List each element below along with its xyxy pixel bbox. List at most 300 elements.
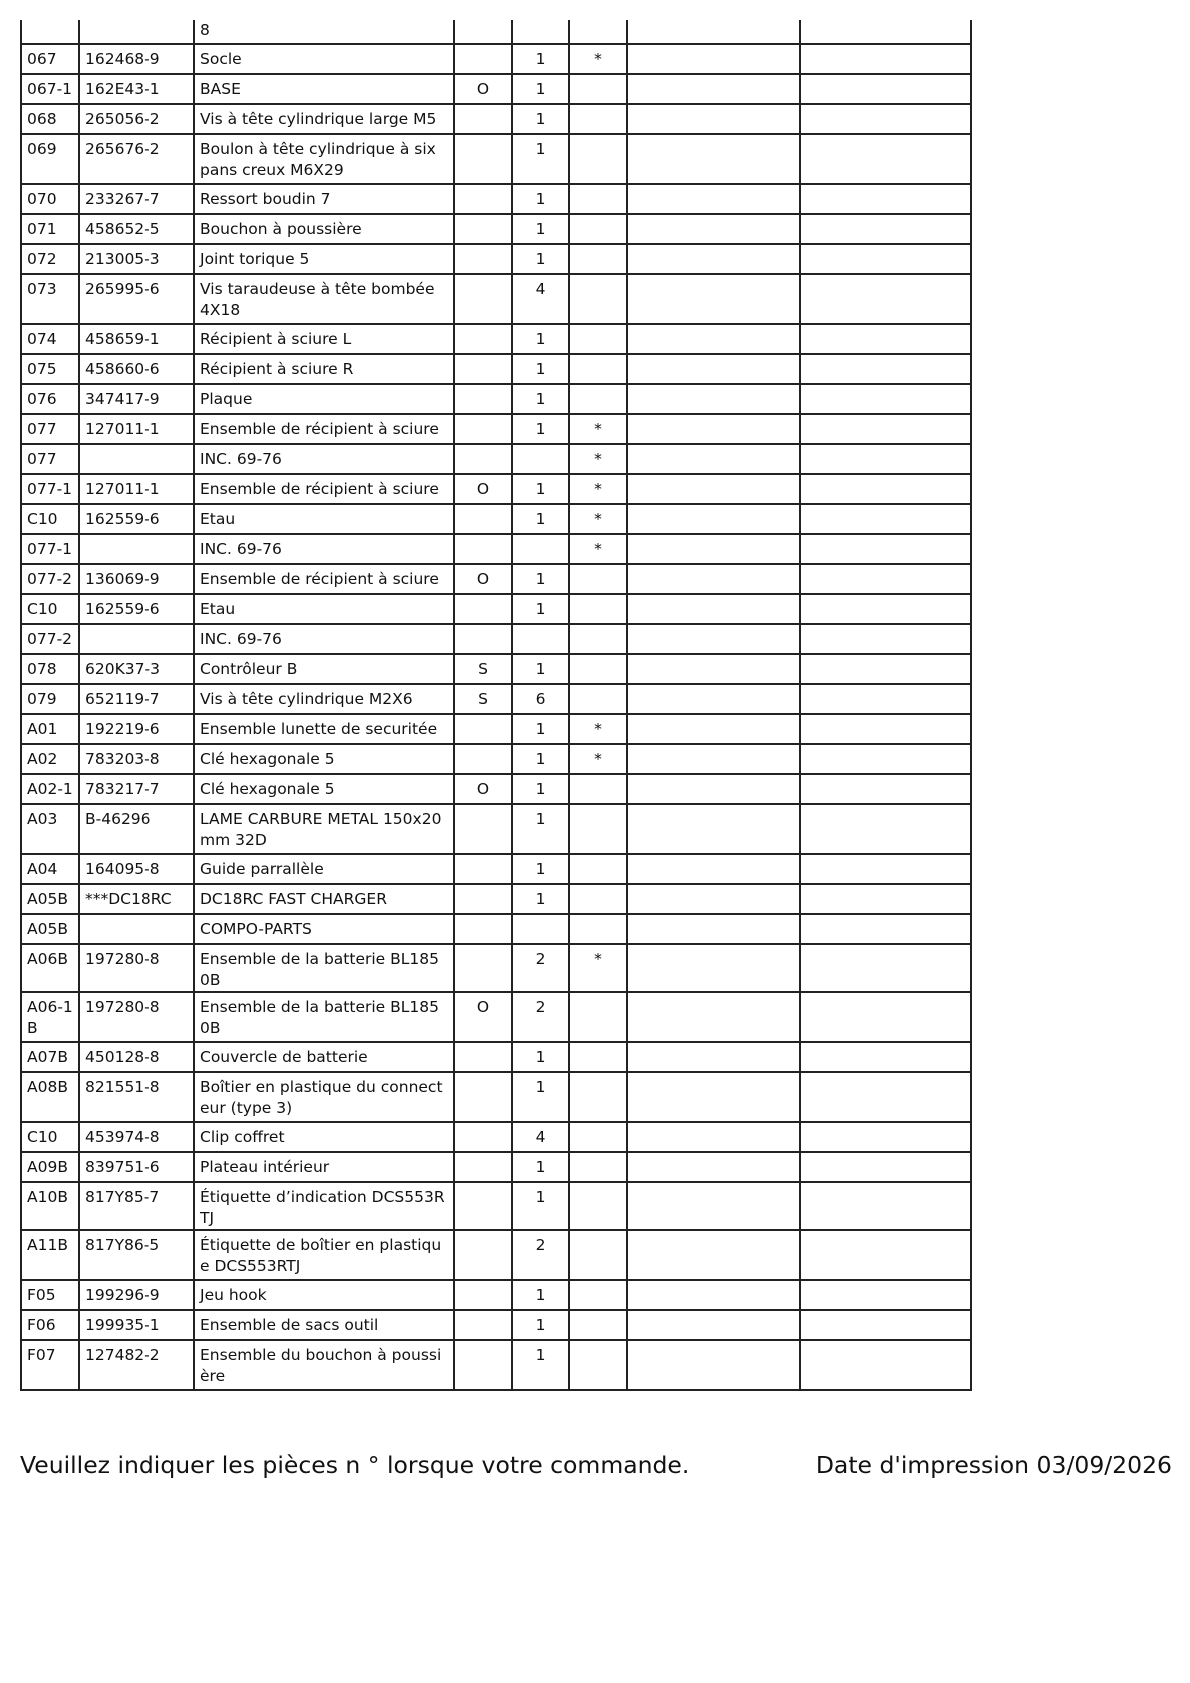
part-number-cell: 620K37-3 <box>79 654 194 684</box>
quantity-cell: 1 <box>512 134 569 184</box>
part-number-cell: 127011-1 <box>79 414 194 444</box>
code-cell <box>454 944 512 992</box>
quantity-cell: 1 <box>512 1310 569 1340</box>
part-number-index-cell: 072 <box>21 244 79 274</box>
blank-cell <box>800 1310 971 1340</box>
code-cell <box>454 1072 512 1122</box>
part-number-index-cell: A03 <box>21 804 79 854</box>
blank-cell <box>627 104 800 134</box>
part-number-index-cell: 071 <box>21 214 79 244</box>
blank-cell <box>800 992 971 1042</box>
blank-cell <box>627 214 800 244</box>
blank-cell <box>627 1230 800 1280</box>
part-number-cell: 162468-9 <box>79 44 194 74</box>
description-cell: INC. 69-76 <box>194 444 454 474</box>
quantity-cell: 1 <box>512 354 569 384</box>
marker-cell <box>569 384 627 414</box>
description-cell: Ressort boudin 7 <box>194 184 454 214</box>
marker-cell <box>569 1122 627 1152</box>
marker-cell <box>569 564 627 594</box>
blank-cell <box>627 992 800 1042</box>
part-number-cell: B-46296 <box>79 804 194 854</box>
blank-cell <box>800 594 971 624</box>
code-cell: S <box>454 684 512 714</box>
part-number-index-cell: A02 <box>21 744 79 774</box>
code-cell <box>454 1310 512 1340</box>
blank-cell <box>800 944 971 992</box>
part-number-index-cell: A08B <box>21 1072 79 1122</box>
marker-cell <box>569 20 627 44</box>
code-cell <box>454 214 512 244</box>
table-row <box>21 944 971 992</box>
blank-cell <box>800 624 971 654</box>
marker-cell: * <box>569 714 627 744</box>
table-row <box>21 274 971 324</box>
marker-cell <box>569 1280 627 1310</box>
quantity-cell: 1 <box>512 74 569 104</box>
code-cell <box>454 20 512 44</box>
code-cell: O <box>454 74 512 104</box>
marker-cell <box>569 854 627 884</box>
code-cell <box>454 714 512 744</box>
quantity-cell: 4 <box>512 1122 569 1152</box>
part-number-cell: 127011-1 <box>79 474 194 504</box>
blank-cell <box>800 1152 971 1182</box>
blank-cell <box>627 20 800 44</box>
blank-cell <box>800 534 971 564</box>
blank-cell <box>800 474 971 504</box>
quantity-cell: 1 <box>512 384 569 414</box>
blank-cell <box>800 744 971 774</box>
marker-cell: * <box>569 444 627 474</box>
marker-cell <box>569 1072 627 1122</box>
part-number-cell: 450128-8 <box>79 1042 194 1072</box>
code-cell <box>454 1230 512 1280</box>
blank-cell <box>800 714 971 744</box>
table-row <box>21 1152 971 1182</box>
part-number-index-cell: 067-1 <box>21 74 79 104</box>
description-cell: Socle <box>194 44 454 74</box>
quantity-cell: 1 <box>512 1182 569 1230</box>
part-number-index-cell: F06 <box>21 1310 79 1340</box>
code-cell <box>454 354 512 384</box>
code-cell <box>454 324 512 354</box>
table-row <box>21 684 971 714</box>
quantity-cell: 1 <box>512 594 569 624</box>
print-date: Date d'impression 03/09/2026 <box>815 1451 1172 1479</box>
part-number-index-cell: C10 <box>21 594 79 624</box>
code-cell <box>454 594 512 624</box>
description-cell: Jeu hook <box>194 1280 454 1310</box>
blank-cell <box>800 884 971 914</box>
table-row <box>21 20 971 44</box>
table-row <box>21 854 971 884</box>
description-cell: Ensemble de la batterie BL1850B <box>194 992 454 1042</box>
code-cell: O <box>454 564 512 594</box>
part-number-cell: 162559-6 <box>79 504 194 534</box>
blank-cell <box>800 104 971 134</box>
description-cell: COMPO-PARTS <box>194 914 454 944</box>
table-row <box>21 184 971 214</box>
description-cell: Etau <box>194 594 454 624</box>
blank-cell <box>627 1340 800 1390</box>
part-number-cell <box>79 534 194 564</box>
blank-cell <box>627 564 800 594</box>
part-number-cell: 213005-3 <box>79 244 194 274</box>
parts-table <box>20 20 972 1391</box>
blank-cell <box>800 20 971 44</box>
quantity-cell: 1 <box>512 1042 569 1072</box>
part-number-cell: 458660-6 <box>79 354 194 384</box>
part-number-cell <box>79 444 194 474</box>
description-cell: Ensemble de récipient à sciure <box>194 474 454 504</box>
code-cell: O <box>454 774 512 804</box>
description-cell: Boulon à tête cylindrique à six pans creux M6X29 <box>194 134 454 184</box>
part-number-cell: 839751-6 <box>79 1152 194 1182</box>
blank-cell <box>627 384 800 414</box>
description-cell: Guide parrallèle <box>194 854 454 884</box>
blank-cell <box>800 274 971 324</box>
part-number-cell: 347417-9 <box>79 384 194 414</box>
description-cell: Plateau intérieur <box>194 1152 454 1182</box>
part-number-cell: 197280-8 <box>79 992 194 1042</box>
part-number-cell: 164095-8 <box>79 854 194 884</box>
description-cell: Étiquette de boîtier en plastique DCS553RTJ <box>194 1230 454 1280</box>
part-number-cell: 199935-1 <box>79 1310 194 1340</box>
blank-cell <box>627 534 800 564</box>
part-number-index-cell: 075 <box>21 354 79 384</box>
part-number-index-cell: 077 <box>21 414 79 444</box>
code-cell <box>454 854 512 884</box>
blank-cell <box>627 274 800 324</box>
table-row <box>21 564 971 594</box>
part-number-cell: 652119-7 <box>79 684 194 714</box>
blank-cell <box>800 74 971 104</box>
table-row <box>21 774 971 804</box>
description-cell: INC. 69-76 <box>194 624 454 654</box>
quantity-cell: 1 <box>512 1340 569 1390</box>
blank-cell <box>800 1042 971 1072</box>
blank-cell <box>800 1122 971 1152</box>
blank-cell <box>627 714 800 744</box>
quantity-cell: 1 <box>512 1072 569 1122</box>
blank-cell <box>800 654 971 684</box>
marker-cell <box>569 914 627 944</box>
description-cell: Vis à tête cylindrique large M5 <box>194 104 454 134</box>
part-number-cell: 136069-9 <box>79 564 194 594</box>
blank-cell <box>627 184 800 214</box>
part-number-index-cell: 070 <box>21 184 79 214</box>
marker-cell <box>569 324 627 354</box>
blank-cell <box>800 354 971 384</box>
part-number-cell: 783217-7 <box>79 774 194 804</box>
blank-cell <box>800 134 971 184</box>
table-row <box>21 134 971 184</box>
description-cell: Etau <box>194 504 454 534</box>
table-row <box>21 744 971 774</box>
blank-cell <box>627 914 800 944</box>
quantity-cell: 2 <box>512 944 569 992</box>
blank-cell <box>627 244 800 274</box>
part-number-index-cell: A06B <box>21 944 79 992</box>
part-number-index-cell: 067 <box>21 44 79 74</box>
blank-cell <box>800 214 971 244</box>
blank-cell <box>800 324 971 354</box>
part-number-index-cell: A04 <box>21 854 79 884</box>
description-cell: Bouchon à poussière <box>194 214 454 244</box>
part-number-cell: 817Y85-7 <box>79 1182 194 1230</box>
part-number-index-cell: C10 <box>21 1122 79 1152</box>
description-cell: BASE <box>194 74 454 104</box>
quantity-cell: 6 <box>512 684 569 714</box>
order-note: Veuillez indiquer les pièces n ° lorsque votre commande. <box>20 1451 690 1479</box>
blank-cell <box>627 1310 800 1340</box>
table-row <box>21 624 971 654</box>
quantity-cell: 1 <box>512 564 569 594</box>
part-number-index-cell: 079 <box>21 684 79 714</box>
table-row <box>21 594 971 624</box>
code-cell <box>454 1042 512 1072</box>
code-cell <box>454 134 512 184</box>
description-cell: Ensemble de récipient à sciure <box>194 414 454 444</box>
marker-cell <box>569 774 627 804</box>
part-number-index-cell: A06-1B <box>21 992 79 1042</box>
blank-cell <box>800 1230 971 1280</box>
code-cell <box>454 1152 512 1182</box>
part-number-cell: 127482-2 <box>79 1340 194 1390</box>
part-number-cell <box>79 20 194 44</box>
part-number-index-cell: A11B <box>21 1230 79 1280</box>
table-row <box>21 1042 971 1072</box>
quantity-cell <box>512 444 569 474</box>
code-cell <box>454 1182 512 1230</box>
blank-cell <box>627 444 800 474</box>
marker-cell <box>569 594 627 624</box>
table-row <box>21 474 971 504</box>
marker-cell: * <box>569 944 627 992</box>
part-number-index-cell: 077-1 <box>21 534 79 564</box>
code-cell <box>454 414 512 444</box>
code-cell <box>454 534 512 564</box>
quantity-cell: 1 <box>512 804 569 854</box>
part-number-index-cell: 069 <box>21 134 79 184</box>
quantity-cell <box>512 624 569 654</box>
table-row <box>21 1310 971 1340</box>
description-cell: Contrôleur B <box>194 654 454 684</box>
blank-cell <box>627 884 800 914</box>
description-cell: Ensemble du bouchon à poussière <box>194 1340 454 1390</box>
blank-cell <box>800 1340 971 1390</box>
code-cell <box>454 624 512 654</box>
part-number-cell: 783203-8 <box>79 744 194 774</box>
blank-cell <box>800 854 971 884</box>
table-row <box>21 244 971 274</box>
blank-cell <box>627 744 800 774</box>
quantity-cell: 1 <box>512 324 569 354</box>
part-number-cell: 453974-8 <box>79 1122 194 1152</box>
blank-cell <box>800 184 971 214</box>
blank-cell <box>800 564 971 594</box>
marker-cell <box>569 354 627 384</box>
part-number-index-cell: 076 <box>21 384 79 414</box>
part-number-index-cell: 078 <box>21 654 79 684</box>
code-cell <box>454 444 512 474</box>
part-number-index-cell: A01 <box>21 714 79 744</box>
blank-cell <box>627 804 800 854</box>
marker-cell <box>569 1182 627 1230</box>
marker-cell <box>569 684 627 714</box>
description-cell: Récipient à sciure L <box>194 324 454 354</box>
quantity-cell: 4 <box>512 274 569 324</box>
marker-cell <box>569 654 627 684</box>
code-cell <box>454 184 512 214</box>
blank-cell <box>800 1072 971 1122</box>
description-cell: Ensemble de la batterie BL1850B <box>194 944 454 992</box>
blank-cell <box>627 684 800 714</box>
description-cell: Ensemble lunette de securitée <box>194 714 454 744</box>
blank-cell <box>627 74 800 104</box>
description-cell: Clé hexagonale 5 <box>194 774 454 804</box>
part-number-cell <box>79 914 194 944</box>
quantity-cell: 1 <box>512 474 569 504</box>
part-number-index-cell: 068 <box>21 104 79 134</box>
part-number-cell: 821551-8 <box>79 1072 194 1122</box>
marker-cell <box>569 624 627 654</box>
blank-cell <box>627 854 800 884</box>
code-cell <box>454 804 512 854</box>
quantity-cell: 1 <box>512 744 569 774</box>
blank-cell <box>627 1152 800 1182</box>
marker-cell <box>569 1340 627 1390</box>
parts-table-body <box>21 20 971 1390</box>
quantity-cell: 1 <box>512 774 569 804</box>
description-cell: Étiquette d’indication DCS553RTJ <box>194 1182 454 1230</box>
description-cell: Ensemble de récipient à sciure <box>194 564 454 594</box>
code-cell: S <box>454 654 512 684</box>
quantity-cell <box>512 534 569 564</box>
blank-cell <box>627 504 800 534</box>
table-row <box>21 1230 971 1280</box>
description-cell: Clé hexagonale 5 <box>194 744 454 774</box>
part-number-cell: 265676-2 <box>79 134 194 184</box>
blank-cell <box>627 774 800 804</box>
table-row <box>21 534 971 564</box>
part-number-cell: 458659-1 <box>79 324 194 354</box>
table-row <box>21 914 971 944</box>
part-number-index-cell: F07 <box>21 1340 79 1390</box>
quantity-cell: 1 <box>512 104 569 134</box>
part-number-index-cell: 077-2 <box>21 624 79 654</box>
marker-cell: * <box>569 44 627 74</box>
table-row <box>21 1340 971 1390</box>
description-cell: Récipient à sciure R <box>194 354 454 384</box>
table-row <box>21 654 971 684</box>
marker-cell <box>569 214 627 244</box>
blank-cell <box>800 774 971 804</box>
part-number-cell: ***DC18RC <box>79 884 194 914</box>
part-number-index-cell: A07B <box>21 1042 79 1072</box>
code-cell <box>454 104 512 134</box>
table-row <box>21 444 971 474</box>
blank-cell <box>627 474 800 504</box>
code-cell <box>454 744 512 774</box>
blank-cell <box>627 654 800 684</box>
code-cell <box>454 1122 512 1152</box>
blank-cell <box>627 324 800 354</box>
description-cell: Plaque <box>194 384 454 414</box>
description-cell: DC18RC FAST CHARGER <box>194 884 454 914</box>
blank-cell <box>627 944 800 992</box>
blank-cell <box>627 1122 800 1152</box>
table-row <box>21 214 971 244</box>
code-cell: O <box>454 474 512 504</box>
marker-cell <box>569 1152 627 1182</box>
description-cell: Ensemble de sacs outil <box>194 1310 454 1340</box>
code-cell <box>454 884 512 914</box>
part-number-cell: 197280-8 <box>79 944 194 992</box>
blank-cell <box>800 914 971 944</box>
part-number-cell: 233267-7 <box>79 184 194 214</box>
table-row <box>21 804 971 854</box>
quantity-cell: 1 <box>512 884 569 914</box>
description-cell: Boîtier en plastique du connecteur (type 3) <box>194 1072 454 1122</box>
part-number-index-cell: F05 <box>21 1280 79 1310</box>
marker-cell <box>569 804 627 854</box>
code-cell <box>454 244 512 274</box>
blank-cell <box>627 134 800 184</box>
blank-cell <box>800 384 971 414</box>
blank-cell <box>627 1042 800 1072</box>
quantity-cell: 2 <box>512 1230 569 1280</box>
description-cell: Vis taraudeuse à tête bombée 4X18 <box>194 274 454 324</box>
part-number-index-cell: 074 <box>21 324 79 354</box>
part-number-index-cell: 077-2 <box>21 564 79 594</box>
table-row <box>21 1182 971 1230</box>
description-cell: Couvercle de batterie <box>194 1042 454 1072</box>
code-cell <box>454 44 512 74</box>
blank-cell <box>800 444 971 474</box>
table-row <box>21 354 971 384</box>
table-row <box>21 714 971 744</box>
quantity-cell: 1 <box>512 714 569 744</box>
description-cell: Joint torique 5 <box>194 244 454 274</box>
description-cell: Vis à tête cylindrique M2X6 <box>194 684 454 714</box>
part-number-cell: 199296-9 <box>79 1280 194 1310</box>
table-row <box>21 884 971 914</box>
table-row <box>21 1280 971 1310</box>
part-number-cell: 265056-2 <box>79 104 194 134</box>
blank-cell <box>800 44 971 74</box>
quantity-cell: 1 <box>512 214 569 244</box>
part-number-index-cell <box>21 20 79 44</box>
blank-cell <box>800 414 971 444</box>
table-row <box>21 44 971 74</box>
marker-cell <box>569 74 627 104</box>
part-number-cell: 162E43-1 <box>79 74 194 104</box>
code-cell: O <box>454 992 512 1042</box>
marker-cell <box>569 1042 627 1072</box>
part-number-index-cell: A05B <box>21 884 79 914</box>
blank-cell <box>627 1182 800 1230</box>
quantity-cell <box>512 914 569 944</box>
part-number-cell: 458652-5 <box>79 214 194 244</box>
quantity-cell: 1 <box>512 1280 569 1310</box>
description-cell: LAME CARBURE METAL 150x20mm 32D <box>194 804 454 854</box>
part-number-cell: 192219-6 <box>79 714 194 744</box>
quantity-cell: 1 <box>512 244 569 274</box>
marker-cell: * <box>569 504 627 534</box>
description-cell: Clip coffret <box>194 1122 454 1152</box>
